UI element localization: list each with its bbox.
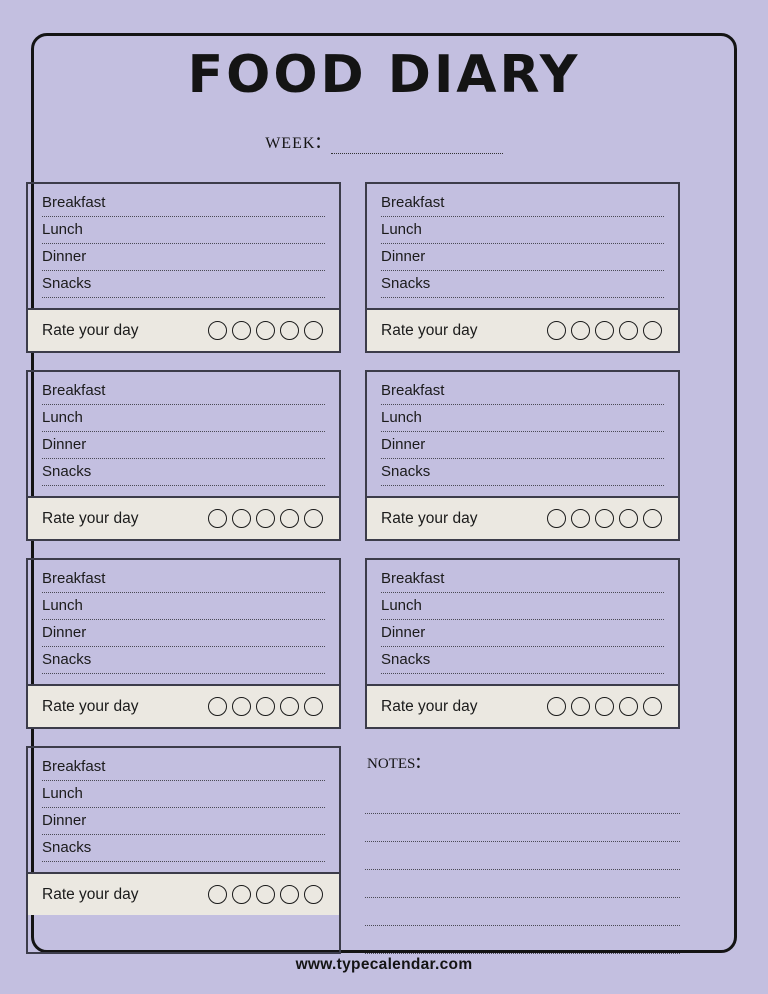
day-card: [365, 182, 680, 353]
notes-write-line[interactable]: [365, 842, 680, 870]
rating-circle-icon[interactable]: [304, 509, 323, 528]
rating-circle-icon[interactable]: [619, 321, 638, 340]
meal-write-line[interactable]: [42, 431, 325, 432]
meal-write-line[interactable]: [42, 216, 325, 217]
rating-circle-icon[interactable]: [619, 509, 638, 528]
meal-label: Lunch: [42, 409, 83, 426]
meal-row[interactable]: [381, 651, 664, 678]
rating-circle-icon[interactable]: [256, 321, 275, 340]
meal-row[interactable]: [42, 651, 325, 678]
rating-circle-icon[interactable]: [571, 509, 590, 528]
meal-write-line[interactable]: [381, 216, 664, 217]
rating-circles: [547, 321, 662, 340]
rating-circles: [208, 885, 323, 904]
meal-write-line[interactable]: [42, 673, 325, 674]
rating-circle-icon[interactable]: [280, 321, 299, 340]
meal-label: Breakfast: [42, 194, 106, 211]
meal-label: Dinner: [42, 248, 87, 265]
meal-row[interactable]: [42, 194, 325, 221]
meal-row[interactable]: [381, 624, 664, 651]
rating-circle-icon[interactable]: [571, 321, 590, 340]
rating-circle-icon[interactable]: [643, 697, 662, 716]
rate-your-day: [28, 684, 339, 727]
meal-label: Snacks: [42, 275, 92, 292]
meal-row[interactable]: [381, 221, 664, 248]
meal-write-line[interactable]: [381, 619, 664, 620]
rate-your-day: [367, 496, 678, 539]
meal-row[interactable]: [42, 785, 325, 812]
rating-circle-icon[interactable]: [232, 885, 251, 904]
rate-your-day: [367, 308, 678, 351]
notes-write-line[interactable]: [365, 870, 680, 898]
days-row: [26, 558, 680, 729]
meal-label: Lunch: [381, 221, 422, 238]
meal-row[interactable]: [42, 436, 325, 463]
rate-label: Rate your day: [381, 509, 478, 527]
rating-circle-icon[interactable]: [304, 697, 323, 716]
notes-write-line[interactable]: [365, 786, 680, 814]
rate-label: Rate your day: [381, 697, 478, 715]
meal-label: Lunch: [381, 597, 422, 614]
meal-label: Breakfast: [381, 382, 445, 399]
meal-write-line[interactable]: [42, 646, 325, 647]
meal-label: Snacks: [42, 463, 92, 480]
meal-list: [367, 372, 678, 496]
rate-your-day: [28, 872, 339, 915]
rating-circle-icon[interactable]: [232, 509, 251, 528]
rating-circle-icon[interactable]: [595, 321, 614, 340]
meal-label: Breakfast: [381, 570, 445, 587]
meal-write-line[interactable]: [381, 592, 664, 593]
rating-circle-icon[interactable]: [208, 697, 227, 716]
rating-circles: [208, 697, 323, 716]
rating-circle-icon[interactable]: [571, 697, 590, 716]
rate-your-day: [28, 308, 339, 351]
meal-label: Snacks: [42, 839, 92, 856]
meal-row[interactable]: [42, 275, 325, 302]
meal-row[interactable]: [381, 194, 664, 221]
rating-circle-icon[interactable]: [208, 885, 227, 904]
day-card: [26, 182, 341, 353]
meal-list: [367, 184, 678, 308]
meal-row[interactable]: [42, 570, 325, 597]
rating-circle-icon[interactable]: [280, 509, 299, 528]
rating-circle-icon[interactable]: [208, 321, 227, 340]
meal-label: Breakfast: [42, 382, 106, 399]
rating-circles: [547, 509, 662, 528]
meal-row[interactable]: [42, 597, 325, 624]
rate-your-day: [28, 496, 339, 539]
meal-list: [28, 184, 339, 308]
meal-write-line[interactable]: [381, 646, 664, 647]
rate-label: Rate your day: [42, 509, 139, 527]
meal-row[interactable]: [42, 382, 325, 409]
day-card: [26, 370, 341, 541]
notes-section: [365, 746, 680, 954]
rating-circle-icon[interactable]: [547, 509, 566, 528]
week-input-line[interactable]: [331, 133, 503, 154]
meal-row[interactable]: [42, 248, 325, 275]
meal-write-line[interactable]: [42, 243, 325, 244]
meal-write-line[interactable]: [381, 673, 664, 674]
meal-list: [28, 372, 339, 496]
meal-row[interactable]: [42, 624, 325, 651]
meal-write-line[interactable]: [42, 807, 325, 808]
rating-circle-icon[interactable]: [256, 697, 275, 716]
meal-write-line[interactable]: [42, 592, 325, 593]
rating-circle-icon[interactable]: [280, 885, 299, 904]
meal-label: Lunch: [42, 597, 83, 614]
meal-write-line[interactable]: [42, 619, 325, 620]
week-field: [0, 128, 768, 154]
rating-circle-icon[interactable]: [547, 321, 566, 340]
rating-circles: [208, 509, 323, 528]
page-title: FOOD DIARY: [187, 45, 581, 105]
meal-list: [28, 748, 339, 872]
meal-list: [28, 560, 339, 684]
meal-write-line[interactable]: [381, 270, 664, 271]
meal-label: Dinner: [381, 624, 426, 641]
meal-label: Lunch: [42, 785, 83, 802]
meal-label: Snacks: [381, 463, 431, 480]
rating-circle-icon[interactable]: [619, 697, 638, 716]
day-card: [26, 746, 341, 954]
day-card: [365, 558, 680, 729]
meal-write-line[interactable]: [381, 243, 664, 244]
meal-write-line[interactable]: [42, 270, 325, 271]
rating-circle-icon[interactable]: [595, 697, 614, 716]
meal-write-line[interactable]: [42, 834, 325, 835]
rating-circle-icon[interactable]: [304, 885, 323, 904]
day-card: [365, 370, 680, 541]
meal-row[interactable]: [42, 812, 325, 839]
rating-circle-icon[interactable]: [304, 321, 323, 340]
rating-circles: [208, 321, 323, 340]
meal-row[interactable]: [381, 597, 664, 624]
meal-label: Dinner: [381, 436, 426, 453]
notes-write-line[interactable]: [365, 814, 680, 842]
meal-label: Snacks: [42, 651, 92, 668]
meal-label: Lunch: [42, 221, 83, 238]
day-card: [26, 558, 341, 729]
meal-row[interactable]: [381, 409, 664, 436]
rate-your-day: [367, 684, 678, 727]
meal-write-line[interactable]: [42, 297, 325, 298]
rating-circle-icon[interactable]: [232, 321, 251, 340]
meal-label: Breakfast: [381, 194, 445, 211]
meal-row[interactable]: [381, 248, 664, 275]
meal-write-line[interactable]: [42, 780, 325, 781]
footer-url[interactable]: www.typecalendar.com: [295, 956, 473, 973]
rate-label: Rate your day: [42, 697, 139, 715]
days-row-last: [26, 746, 680, 954]
rating-circle-icon[interactable]: [232, 697, 251, 716]
meal-label: Snacks: [381, 651, 431, 668]
meal-write-line[interactable]: [381, 297, 664, 298]
days-row: [26, 182, 680, 353]
notes-title: notes:: [367, 748, 422, 773]
meal-label: Snacks: [381, 275, 431, 292]
rate-label: Rate your day: [42, 885, 139, 903]
rating-circle-icon[interactable]: [280, 697, 299, 716]
meal-write-line[interactable]: [42, 485, 325, 486]
meal-label: Dinner: [42, 624, 87, 641]
meal-row[interactable]: [42, 839, 325, 866]
meal-label: Breakfast: [42, 570, 106, 587]
meal-write-line[interactable]: [42, 404, 325, 405]
meal-row[interactable]: [42, 221, 325, 248]
meal-write-line[interactable]: [381, 404, 664, 405]
notes-write-line[interactable]: [365, 926, 680, 954]
rate-label: Rate your day: [381, 321, 478, 339]
meal-label: Breakfast: [42, 758, 106, 775]
rating-circle-icon[interactable]: [595, 509, 614, 528]
meal-write-line[interactable]: [381, 458, 664, 459]
rating-circle-icon[interactable]: [256, 885, 275, 904]
meal-label: Dinner: [381, 248, 426, 265]
meal-write-line[interactable]: [42, 861, 325, 862]
rating-circle-icon[interactable]: [643, 321, 662, 340]
rating-circle-icon[interactable]: [547, 697, 566, 716]
meal-row[interactable]: [42, 463, 325, 490]
meal-row[interactable]: [381, 382, 664, 409]
meal-row[interactable]: [42, 409, 325, 436]
week-label: week:: [265, 128, 323, 153]
notes-write-line[interactable]: [365, 898, 680, 926]
days-row: [26, 370, 680, 541]
meal-row[interactable]: [381, 275, 664, 302]
meal-row[interactable]: [381, 463, 664, 490]
meal-label: Lunch: [381, 409, 422, 426]
meal-write-line[interactable]: [381, 485, 664, 486]
days-grid: [26, 182, 680, 971]
meal-row[interactable]: [42, 758, 325, 785]
meal-row[interactable]: [381, 570, 664, 597]
rating-circle-icon[interactable]: [256, 509, 275, 528]
meal-write-line[interactable]: [381, 431, 664, 432]
rate-label: Rate your day: [42, 321, 139, 339]
meal-write-line[interactable]: [42, 458, 325, 459]
meal-row[interactable]: [381, 436, 664, 463]
meal-label: Dinner: [42, 812, 87, 829]
meal-list: [367, 560, 678, 684]
meal-label: Dinner: [42, 436, 87, 453]
rating-circles: [547, 697, 662, 716]
rating-circle-icon[interactable]: [643, 509, 662, 528]
rating-circle-icon[interactable]: [208, 509, 227, 528]
